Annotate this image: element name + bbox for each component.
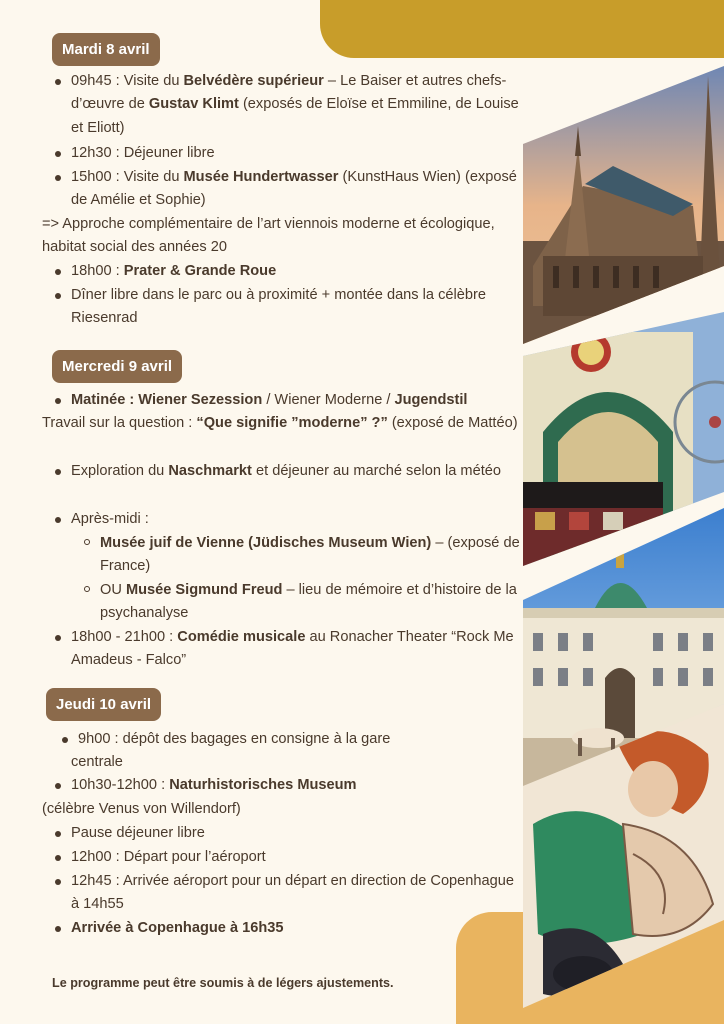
list-item-belvedere: 09h45 : Visite du Belvédère supérieur – Le Baiser et autres chefs-d’œuvre de Gustav Klimt (exposés de Eloïse et Emmiline, de Louise et Eliott): [71, 70, 523, 140]
list-item-airport-arrival: 12h45 : Arrivée aéroport pour un départ en direction de Copenhague à 14h55: [71, 870, 523, 917]
list-item-departure-airport: 12h00 : Départ pour l’aéroport: [71, 846, 523, 869]
list-item-musical: 18h00 - 21h00 : Comédie musicale au Ronacher Theater “Rock Me Amadeus - Falco”: [71, 626, 523, 673]
list-item-luggage-continued: centrale: [71, 754, 123, 770]
day-heading-thursday: Jeudi 10 avril: [46, 688, 161, 721]
venus-note: (célèbre Venus von Willendorf): [42, 801, 241, 817]
list-item-prater: 18h00 : Prater & Grande Roue: [71, 260, 523, 283]
day-heading-tuesday: Mardi 8 avril: [52, 33, 160, 66]
list-item-luggage: 9h00 : dépôt des bagages en consigne à la gare: [78, 728, 530, 751]
list-item-afternoon: Après-midi :: [71, 508, 523, 531]
sublist-item-freud-museum: OU Musée Sigmund Freud – lieu de mémoire et d’histoire de la psychanalyse: [100, 579, 522, 626]
list-item-secession: Matinée : Wiener Sezession / Wiener Moderne / Jugendstil: [71, 389, 523, 412]
list-item-dinner: Dîner libre dans le parc ou à proximité + montée dans la célèbre Riesenrad: [71, 284, 523, 331]
list-item-lunch: 12h30 : Déjeuner libre: [71, 142, 523, 165]
day-heading-wednesday: Mercredi 9 avril: [52, 350, 182, 383]
question-text: Travail sur la question : “Que signifie ”moderne” ?” (exposé de Mattéo): [42, 415, 518, 431]
footnote: Le programme peut être soumis à de légers ajustements.: [52, 976, 394, 990]
stephansdom-photo: [523, 66, 724, 346]
sublist-item-jewish-museum: Musée juif de Vienne (Jüdisches Museum Wien) – (exposé de France): [100, 532, 522, 579]
list-item-hundertwasser: 15h00 : Visite du Musée Hundertwasser (KunstHaus Wien) (exposé de Amélie et Sophie): [71, 166, 523, 213]
note-approach: => Approche complémentaire de l’art viennois moderne et écologique, habitat social des années 20: [42, 216, 495, 256]
list-item-copenhagen-arrival: Arrivée à Copenhague à 16h35: [71, 917, 523, 940]
decorative-top-band: [320, 0, 724, 58]
list-item-naschmarkt: Exploration du Naschmarkt et déjeuner au marché selon la météo: [71, 460, 523, 483]
list-item-lunch-break: Pause déjeuner libre: [71, 822, 523, 845]
schiele-painting-photo: [523, 704, 724, 1010]
list-item-natural-history: 10h30-12h00 : Naturhistorisches Museum: [71, 774, 523, 797]
